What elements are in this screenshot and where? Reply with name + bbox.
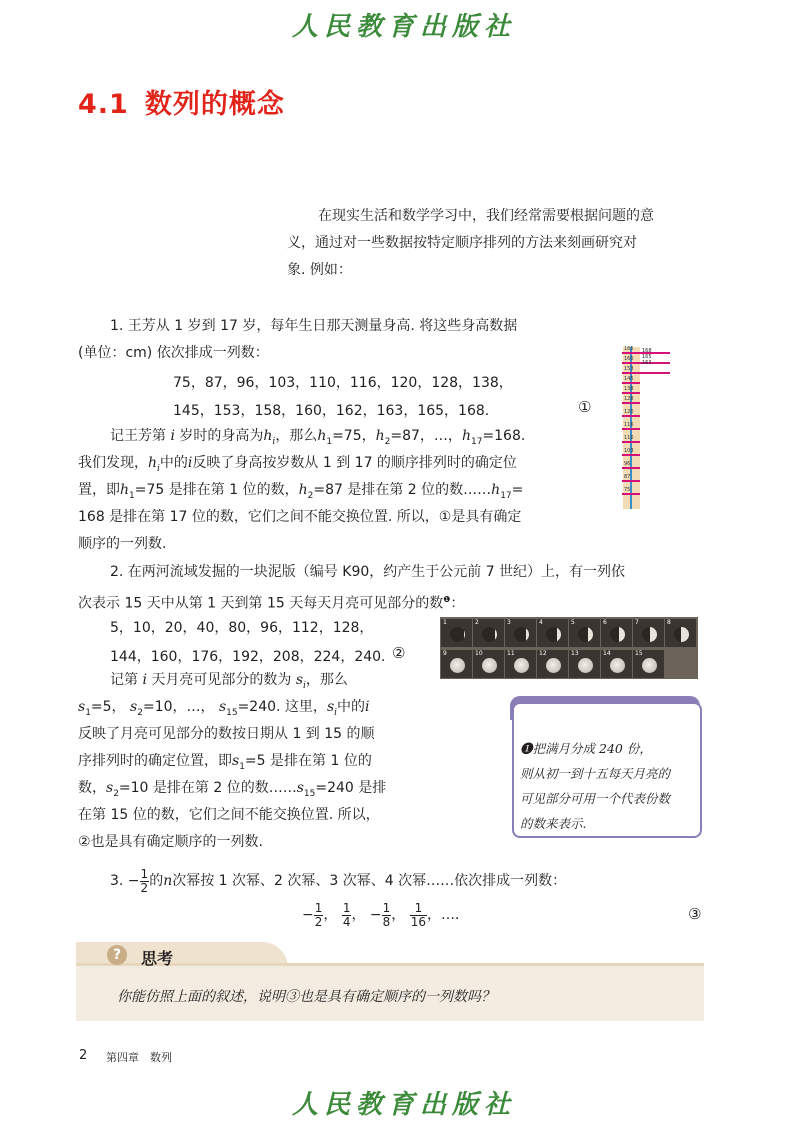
side-note-dot-icon bbox=[575, 704, 583, 712]
var-s: s bbox=[106, 780, 114, 796]
text-run: ： bbox=[450, 595, 465, 612]
ruler-tick bbox=[622, 402, 640, 404]
text-run: ，…． bbox=[427, 907, 470, 923]
moon-phases-image bbox=[440, 617, 698, 679]
subscript: 1 bbox=[326, 436, 333, 447]
moon-cell bbox=[569, 650, 600, 678]
moon-icon bbox=[578, 627, 593, 642]
moon-cell bbox=[441, 650, 472, 678]
ruler-label: 120 bbox=[624, 409, 634, 415]
fraction bbox=[140, 868, 150, 895]
var-i: i bbox=[365, 699, 370, 715]
var-h: h bbox=[317, 428, 327, 444]
subscript: i bbox=[334, 707, 338, 718]
ex2-para-line-3: 反映了月亮可见部分的数按日期从 1 到 15 的顺 bbox=[78, 726, 375, 742]
text-run: =75， bbox=[332, 428, 376, 444]
ruler-tick bbox=[622, 467, 640, 469]
publisher-logo-top: 人民教育出版社 bbox=[292, 12, 517, 42]
fraction bbox=[314, 902, 324, 929]
ex3-line-1 bbox=[110, 866, 566, 896]
text-run: 3. − bbox=[110, 873, 140, 889]
var-i: i bbox=[187, 455, 193, 471]
denominator: 4 bbox=[342, 914, 351, 929]
ex2-para-line-6: 在第 15 位的数，它们之间不能交换位置. 所以， bbox=[78, 807, 380, 823]
ruler-label: 168 bbox=[642, 348, 652, 354]
fraction bbox=[382, 902, 392, 929]
text-run: 数， bbox=[78, 780, 106, 796]
text-run: =5 是排在第 1 位的 bbox=[244, 753, 372, 769]
section-title-text: 数列的概念 bbox=[144, 89, 285, 120]
moon-day-label: 10 bbox=[475, 650, 483, 657]
ruler-tick bbox=[622, 428, 640, 430]
subscript: 15 bbox=[226, 707, 238, 718]
text-run: = bbox=[511, 482, 524, 498]
ruler-tick bbox=[622, 454, 640, 456]
moon-cell bbox=[601, 650, 632, 678]
text-run: ，那么 bbox=[275, 428, 318, 444]
text-run: 反映了身高按岁数从 1 到 17 的顺序排列时的确定位 bbox=[192, 455, 517, 471]
var-n: n bbox=[163, 873, 173, 889]
ruler-tick bbox=[622, 372, 670, 374]
moon-cell bbox=[633, 619, 664, 647]
var-s: s bbox=[295, 672, 304, 688]
ruler-tick bbox=[622, 493, 640, 495]
moon-icon bbox=[610, 627, 625, 642]
moon-icon bbox=[514, 658, 529, 673]
subscript: 17 bbox=[500, 490, 512, 501]
subscript: 2 bbox=[113, 788, 119, 799]
section-title bbox=[78, 82, 285, 121]
ex1-label: ① bbox=[578, 398, 592, 416]
numerator: 1 bbox=[410, 902, 427, 916]
text-run: =87，…， bbox=[390, 428, 462, 444]
text-run: 天月亮可见部分的数为 bbox=[151, 672, 292, 688]
subscript: 15 bbox=[303, 788, 316, 799]
moon-cell bbox=[601, 619, 632, 647]
moon-cell bbox=[505, 650, 536, 678]
moon-cell bbox=[441, 619, 472, 647]
ex2-sequence-2: 144，160，176，192，208，224，240. bbox=[110, 649, 386, 665]
var-s: s bbox=[296, 780, 304, 796]
ex1-line-2: (单位：cm) 依次排成一列数： bbox=[78, 345, 269, 361]
moon-day-label: 11 bbox=[507, 650, 515, 657]
ex3-sequence: − $\frac{1}{2}$ ， $\frac{1}{4}$ ， − $\frac{1}{8}$ ， $\frac{1}{16}$ ，…． bbox=[302, 900, 470, 929]
moon-day-label: 4 bbox=[539, 619, 543, 626]
side-note-text bbox=[520, 736, 692, 836]
moon-cell bbox=[537, 619, 568, 647]
var-h: h bbox=[491, 482, 501, 498]
ex1-para-line-4: 168 是排在第 17 位的数，它们之间不能交换位置. 所以，①是具有确定 bbox=[78, 509, 522, 525]
text-run: 岁时的身高为 bbox=[179, 428, 264, 444]
text-run: 的 bbox=[149, 873, 164, 889]
denominator: 2 bbox=[314, 914, 323, 929]
ruler-label: 96 bbox=[624, 461, 631, 467]
subscript: i bbox=[303, 680, 306, 691]
moon-cell bbox=[473, 650, 504, 678]
var-h: h bbox=[461, 428, 471, 444]
intro-line-3: 象. 例如： bbox=[287, 262, 352, 278]
denominator: 16 bbox=[410, 914, 427, 929]
moon-day-label: 6 bbox=[603, 619, 607, 626]
moon-day-label: 1 bbox=[443, 619, 447, 626]
text-run: =87 是排在第 2 位的数…… bbox=[313, 482, 492, 498]
numerator: 1 bbox=[382, 900, 391, 915]
ex1-sequence-1: 75，87，96，103，110，116，120，128，138， bbox=[173, 375, 513, 391]
footnote-mark: ❶ bbox=[520, 741, 533, 756]
ruler-label: 103 bbox=[624, 448, 634, 454]
ruler-tick bbox=[622, 382, 640, 384]
moon-day-label: 5 bbox=[571, 619, 575, 626]
moon-icon bbox=[642, 658, 657, 673]
moon-icon bbox=[546, 658, 561, 673]
ruler-tick bbox=[622, 441, 640, 443]
ex2-sequence-1: 5，10，20，40，80，96，112，128， bbox=[110, 620, 374, 636]
text-run: 置，即 bbox=[78, 482, 120, 498]
moon-cell bbox=[537, 650, 568, 678]
moon-day-label: 14 bbox=[603, 650, 611, 657]
side-note-line-3: 可见部分可用一个代表份数 bbox=[520, 791, 671, 806]
subscript: 2 bbox=[307, 490, 314, 501]
intro-line-2: 义，通过对一些数据按特定顺序排列的方法来刻画研究对 bbox=[287, 235, 637, 251]
ruler-tick bbox=[622, 392, 640, 394]
text-run: 把满月分成 240 份， bbox=[532, 741, 652, 756]
ex2-label: ② bbox=[392, 644, 406, 662]
var-h: h bbox=[148, 455, 158, 471]
question-icon: ? bbox=[107, 945, 127, 965]
side-note-line-2: 则从初一到十五每天月亮的 bbox=[520, 766, 671, 781]
moon-day-label: 2 bbox=[475, 619, 479, 626]
ruler-label: 138 bbox=[624, 386, 634, 392]
var-s: s bbox=[218, 699, 227, 715]
side-note-line-4: 的数来表示. bbox=[520, 816, 587, 831]
ruler-label: 163 bbox=[642, 360, 652, 366]
ruler-label: 145 bbox=[624, 376, 634, 382]
footnote-mark: ❶ bbox=[443, 595, 451, 604]
ruler-tick bbox=[622, 415, 640, 417]
moon-cell bbox=[473, 619, 504, 647]
moon-icon bbox=[482, 627, 497, 642]
var-h: h bbox=[298, 482, 308, 498]
moon-day-label: 12 bbox=[539, 650, 547, 657]
think-question: 你能仿照上面的叙述，说明③也是具有确定顺序的一列数吗？ bbox=[117, 989, 495, 1005]
ex1-para-line-5: 顺序的一列数. bbox=[78, 536, 167, 552]
moon-icon bbox=[514, 627, 529, 642]
subscript: 17 bbox=[470, 436, 483, 447]
var-s: s bbox=[326, 699, 335, 715]
moon-cell bbox=[665, 619, 696, 647]
moon-icon bbox=[482, 658, 497, 673]
text-run: =5， bbox=[90, 699, 126, 715]
ex3-label: ③ bbox=[688, 905, 702, 923]
var-h: h bbox=[263, 428, 273, 444]
text-run: 次幂按 1 次幂、2 次幂、3 次幂、4 次幂……依次排成一列数： bbox=[172, 873, 567, 889]
numerator: 1 bbox=[314, 900, 323, 915]
moon-icon bbox=[610, 658, 625, 673]
text-run: =168. bbox=[482, 428, 526, 444]
moon-icon bbox=[578, 658, 593, 673]
ruler-label: 165 bbox=[642, 354, 652, 360]
moon-cell bbox=[505, 619, 536, 647]
var-h: h bbox=[375, 428, 385, 444]
ruler-label: 160 bbox=[624, 356, 634, 362]
text-run: 记第 bbox=[110, 672, 138, 688]
text-run: =240. 这里， bbox=[237, 699, 327, 715]
subscript: 1 bbox=[239, 761, 245, 772]
sign: − bbox=[369, 907, 382, 923]
numerator: 1 bbox=[342, 900, 351, 915]
moon-day-label: 9 bbox=[443, 650, 447, 657]
ex2-para-line-7: ②也是具有确定顺序的一列数. bbox=[78, 834, 264, 850]
numerator: 1 bbox=[140, 866, 149, 881]
moon-icon bbox=[450, 658, 465, 673]
ruler-label: 75 bbox=[624, 487, 631, 493]
moon-day-label: 8 bbox=[667, 619, 671, 626]
text-run: 中的 bbox=[159, 455, 188, 471]
side-note-dot-icon bbox=[547, 704, 555, 712]
ex2-line-1: 2. 在两河流域发掘的一块泥版（编号 K90，约产生于公元前 7 世纪）上，有一列依 bbox=[110, 564, 626, 580]
text-run: 中的 bbox=[337, 699, 366, 715]
var-s: s bbox=[232, 753, 240, 769]
page-number: 2 bbox=[79, 1048, 88, 1063]
ex2-line-2 bbox=[78, 586, 464, 618]
subscript: i bbox=[272, 436, 276, 447]
ruler-tick bbox=[622, 480, 640, 482]
var-h: h bbox=[120, 482, 130, 498]
fraction bbox=[410, 902, 427, 929]
text-run: ，那么 bbox=[305, 672, 348, 688]
ruler-label: 116 bbox=[624, 422, 634, 428]
publisher-logo-bottom: 人民教育出版社 bbox=[292, 1090, 517, 1120]
text-run: 序排列时的确定位置，即 bbox=[78, 753, 232, 769]
section-number: 4.1 bbox=[78, 89, 129, 120]
intro-line-1: 在现实生活和数学学习中，我们经常需要根据问题的意 bbox=[318, 208, 654, 224]
var-s: s bbox=[78, 699, 86, 715]
chapter-label: 第四章 数列 bbox=[106, 1051, 172, 1064]
sign: − bbox=[302, 907, 314, 923]
text-run: =10 是排在第 2 位的数…… bbox=[118, 780, 297, 796]
text-run: 记王芳第 bbox=[110, 428, 166, 444]
ruler-label: 110 bbox=[624, 435, 634, 441]
think-label: 思考 bbox=[141, 949, 174, 968]
moon-icon bbox=[674, 627, 689, 642]
var-i: i bbox=[170, 428, 175, 444]
ruler-top-labels bbox=[642, 348, 652, 366]
var-i: i bbox=[142, 672, 147, 688]
denominator: 2 bbox=[140, 880, 149, 895]
text-run: 我们发现， bbox=[78, 455, 148, 471]
moon-icon bbox=[546, 627, 561, 642]
text-run: =10，…， bbox=[142, 699, 215, 715]
ruler-label: 165 bbox=[624, 346, 634, 352]
moon-day-label: 3 bbox=[507, 619, 511, 626]
ruler-label: 87 bbox=[624, 474, 631, 480]
subscript: 1 bbox=[129, 490, 135, 501]
subscript: 2 bbox=[137, 707, 143, 718]
ruler-label: 128 bbox=[624, 396, 634, 402]
text-run: =75 是排在第 1 位的数， bbox=[134, 482, 299, 498]
moon-day-label: 7 bbox=[635, 619, 639, 626]
ex1-line-1: 1. 王芳从 1 岁到 17 岁，每年生日那天测量身高. 将这些身高数据 bbox=[110, 318, 518, 334]
ex1-sequence-2: 145，153，158，160，162，163，165，168. bbox=[173, 403, 490, 419]
moon-day-label: 13 bbox=[571, 650, 579, 657]
side-note-line-1 bbox=[520, 736, 692, 761]
subscript: 1 bbox=[85, 707, 91, 718]
moon-icon bbox=[450, 627, 465, 642]
subscript: i bbox=[157, 463, 160, 474]
var-s: s bbox=[130, 699, 138, 715]
text-run: =240 是排 bbox=[315, 780, 387, 796]
moon-day-label: 15 bbox=[635, 650, 643, 657]
moon-cell bbox=[569, 619, 600, 647]
denominator: 8 bbox=[382, 914, 391, 929]
moon-cell bbox=[633, 650, 664, 678]
moon-icon bbox=[642, 627, 657, 642]
ruler-label: 153 bbox=[624, 366, 634, 372]
subscript: 2 bbox=[384, 436, 391, 447]
fraction bbox=[342, 902, 352, 929]
text-run: 次表示 15 天中从第 1 天到第 15 天每天月亮可见部分的数 bbox=[78, 595, 444, 612]
